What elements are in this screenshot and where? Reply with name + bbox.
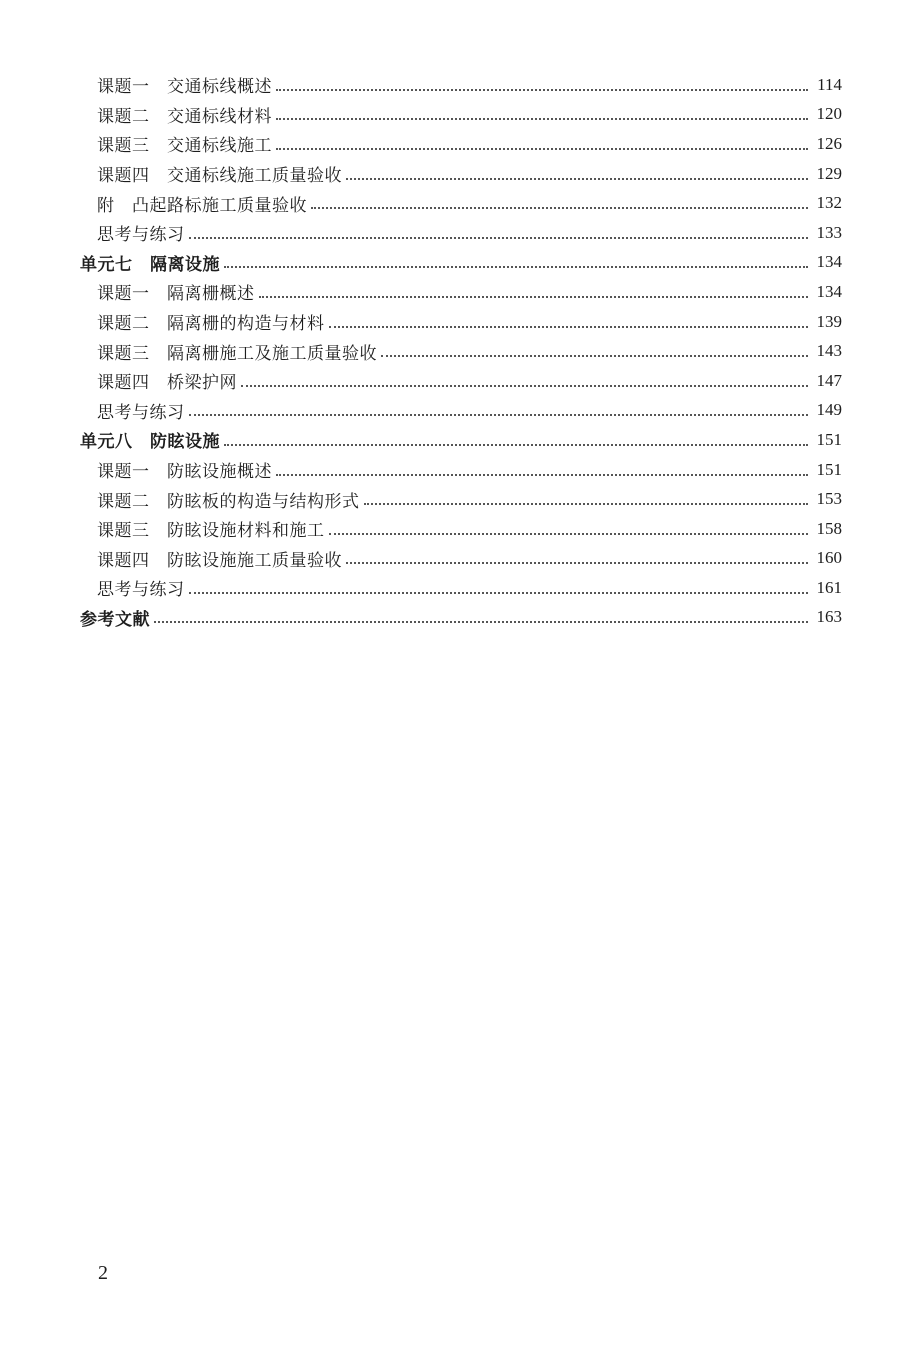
- toc-entry: [0, 336, 900, 366]
- dot-leader: [224, 444, 808, 446]
- toc-entry-label: 附 凸起路标施工质量验收: [97, 195, 307, 216]
- toc-entry-page: 114: [817, 74, 842, 94]
- toc-entry: [0, 307, 900, 337]
- toc-entry: [0, 129, 900, 159]
- toc-entry-label: 课题二 防眩板的构造与结构形式: [97, 491, 360, 512]
- dot-leader: [224, 266, 808, 268]
- toc-entry-page: 139: [816, 311, 842, 331]
- toc-entry-label: 思考与练习: [97, 402, 185, 423]
- toc-entry: [0, 100, 900, 130]
- dot-leader: [189, 592, 809, 594]
- dot-leader: [276, 148, 808, 150]
- toc-entry-page: 160: [816, 548, 842, 568]
- page-number: 2: [98, 1262, 108, 1284]
- toc-entry-label: 课题三 防眩设施材料和施工: [97, 521, 325, 542]
- toc-entry: [0, 188, 900, 218]
- toc-entry-page: 149: [816, 400, 842, 420]
- toc-entry-page: 147: [816, 370, 842, 390]
- toc-entry-page: 163: [816, 607, 842, 627]
- toc-entry-page: 143: [816, 341, 842, 361]
- toc-entry-label: 课题二 交通标线材料: [97, 106, 272, 127]
- dot-leader: [189, 414, 809, 416]
- toc-entry-page: 161: [816, 577, 842, 597]
- toc-entry: [0, 484, 900, 514]
- toc-entry: [0, 544, 900, 574]
- toc-entry-label: 课题二 隔离栅的构造与材料: [97, 314, 325, 335]
- dot-leader: [329, 533, 809, 535]
- toc-entry-label: 课题一 防眩设施概述: [97, 462, 272, 483]
- dot-leader: [276, 474, 808, 476]
- dot-leader: [346, 178, 808, 180]
- toc-entry: [0, 455, 900, 485]
- toc-entry-label: 参考文献: [80, 609, 150, 630]
- toc-entry-page: 158: [816, 518, 842, 538]
- toc-entry: [0, 573, 900, 603]
- toc-entry: [0, 218, 900, 248]
- dot-leader: [311, 207, 808, 209]
- toc-entry-label: 单元七 隔离设施: [80, 254, 220, 275]
- toc-entry-page: 120: [816, 104, 842, 124]
- toc-entry: [0, 514, 900, 544]
- toc-entry-page: 133: [816, 222, 842, 242]
- toc-entry-page: 151: [816, 429, 842, 449]
- toc-section-entry: [0, 425, 900, 455]
- dot-leader: [329, 326, 809, 328]
- toc-entry-label: 思考与练习: [97, 580, 185, 601]
- toc-entry-page: 153: [816, 489, 842, 509]
- toc-entry-label: 课题四 桥梁护网: [97, 373, 237, 394]
- toc-entry-page: 134: [816, 281, 842, 301]
- dot-leader: [241, 385, 808, 387]
- toc-section-entry: [0, 603, 900, 633]
- toc-entry-label: 思考与练习: [97, 225, 185, 246]
- dot-leader: [381, 355, 808, 357]
- toc-entry-label: 单元八 防眩设施: [80, 432, 220, 453]
- toc-entry: [0, 277, 900, 307]
- toc-entry: [0, 396, 900, 426]
- toc-section-entry: [0, 248, 900, 278]
- toc-entry-label: 课题一 隔离栅概述: [97, 284, 255, 305]
- dot-leader: [364, 503, 809, 505]
- toc-entry-page: 151: [816, 459, 842, 479]
- dot-leader: [154, 621, 808, 623]
- toc-entry: [0, 70, 900, 100]
- toc-entry-label: 课题一 交通标线概述: [97, 77, 272, 98]
- toc-entry-page: 129: [816, 163, 842, 183]
- toc-entry: [0, 366, 900, 396]
- dot-leader: [346, 562, 808, 564]
- toc-entry-label: 课题三 隔离栅施工及施工质量验收: [97, 343, 377, 364]
- toc-entry-page: 134: [816, 252, 842, 272]
- dot-leader: [276, 89, 808, 91]
- toc-entry-label: 课题四 交通标线施工质量验收: [97, 166, 342, 187]
- toc-entry-page: 126: [816, 133, 842, 153]
- toc-entry: [0, 159, 900, 189]
- dot-leader: [259, 296, 809, 298]
- dot-leader: [276, 118, 808, 120]
- table-of-contents: [0, 70, 900, 632]
- toc-entry-label: 课题三 交通标线施工: [97, 136, 272, 157]
- dot-leader: [189, 237, 809, 239]
- toc-entry-page: 132: [816, 193, 842, 213]
- toc-entry-label: 课题四 防眩设施施工质量验收: [97, 550, 342, 571]
